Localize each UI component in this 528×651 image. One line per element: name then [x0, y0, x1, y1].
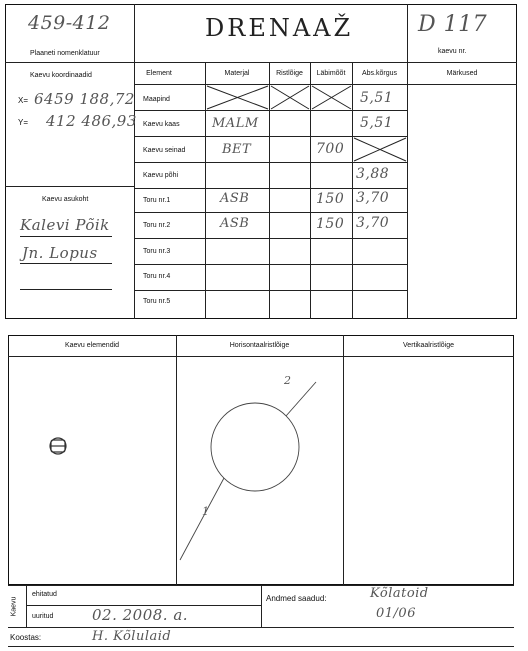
footer-side-label: Kaevu	[10, 596, 18, 617]
y-label: Y=	[18, 118, 29, 127]
table-col-divider-3	[310, 62, 311, 319]
table-col-divider-5	[407, 62, 408, 319]
table-col-divider-1	[205, 62, 206, 319]
form-title: DRENAAŽ	[205, 14, 354, 42]
row-label-bottom: Kaevu põhi	[143, 172, 179, 179]
cell-pipe2-abs: 3,70	[356, 215, 390, 231]
row-label-ground: Maapind	[143, 96, 170, 103]
drawing-section-frame	[8, 335, 514, 585]
cell-pipe1-diameter: 150	[316, 191, 345, 207]
row-label-pipe-3: Toru nr.3	[143, 248, 171, 255]
cell-walls-material: BET	[222, 142, 252, 157]
location-underline-3	[20, 289, 112, 290]
data-source-value-2: 01/06	[376, 606, 416, 621]
col-heading-abs-height: Abs.kõrgus	[361, 70, 398, 77]
cell-pipe2-diameter: 150	[316, 216, 345, 232]
location-underline-2	[20, 263, 112, 264]
location-underline-1	[20, 236, 112, 237]
table-row-line-7	[134, 264, 407, 265]
cell-walls-diameter: 700	[316, 141, 345, 157]
col-heading-diameter: Läbimõõt	[316, 70, 346, 77]
vertical-section-heading: Vertikaalristlõige	[403, 342, 454, 349]
well-number-label: kaevu nr.	[438, 48, 467, 55]
location-line-2: Jn. Lopus	[22, 244, 98, 262]
table-row-line-4	[134, 188, 407, 189]
cell-ground-abs: 5,51	[360, 90, 394, 106]
author-underline	[8, 646, 514, 647]
header-divider-right	[407, 4, 408, 62]
col-heading-cross-section: Ristlõige	[276, 70, 303, 77]
header-bottom-line	[5, 62, 517, 63]
row-label-pipe-5: Toru nr.5	[143, 298, 171, 305]
x-label: X=	[18, 96, 29, 105]
col-heading-element: Element	[146, 70, 172, 77]
table-row-line-3	[134, 162, 407, 163]
y-coordinate-value: 412 486,93	[46, 112, 137, 130]
nomenclature-value: 459-412	[28, 12, 111, 34]
table-col-divider-2	[269, 62, 270, 319]
cell-pipe2-material: ASB	[220, 216, 250, 231]
well-number-value: D 117	[418, 12, 488, 37]
table-row-line-1	[134, 110, 407, 111]
cell-lid-material: MALM	[212, 116, 259, 131]
x-coordinate-value: 6459 188,72	[34, 90, 135, 108]
location-line-1: Kalevi Põik	[20, 216, 110, 234]
table-col-divider-4	[352, 62, 353, 319]
author-label: Koostas:	[10, 633, 42, 642]
pipe-label-2: 2	[284, 374, 292, 387]
built-label: ehitatud	[32, 591, 57, 598]
data-source-label: Andmed saadud:	[266, 594, 327, 603]
table-row-line-2	[134, 136, 407, 137]
cell-pipe1-material: ASB	[220, 191, 250, 206]
surveyed-value: 02. 2008. a.	[92, 606, 189, 624]
col-heading-notes: Märkused	[446, 70, 478, 77]
drawing-divider-1	[176, 335, 177, 585]
horizontal-section-heading: Horisontaalristlõige	[229, 342, 290, 349]
row-label-walls: Kaevu seinad	[143, 147, 186, 154]
footer-col-divider	[261, 585, 262, 627]
surveyed-label: uuritud	[32, 613, 54, 620]
footer-bottom-line	[8, 627, 514, 628]
row-label-lid: Kaevu kaas	[143, 121, 180, 128]
drawing-divider-2	[343, 335, 344, 585]
table-row-line-5	[134, 212, 407, 213]
table-row-line-8	[134, 290, 407, 291]
coordinates-heading: Kaevu koordinaadid	[30, 72, 92, 79]
footer-side-divider	[26, 585, 27, 627]
col-heading-material: Materjal	[224, 70, 250, 77]
data-source-value-1: Kõlatoid	[370, 586, 429, 601]
cell-pipe1-abs: 3,70	[356, 190, 390, 206]
nomenclature-label: Plaaneti nomenklatuur	[30, 50, 100, 57]
author-value: H. Kõlulaid	[92, 629, 172, 644]
table-row-line-6	[134, 238, 407, 239]
cell-bottom-abs: 3,88	[356, 166, 390, 182]
drawing-header-line	[8, 356, 514, 357]
pipe-label-1: 1	[202, 505, 210, 518]
row-label-pipe-4: Toru nr.4	[143, 273, 171, 280]
row-label-pipe-1: Toru nr.1	[143, 197, 171, 204]
cell-lid-abs: 5,51	[360, 115, 394, 131]
coordinates-separator	[5, 186, 134, 187]
table-header-line	[134, 84, 517, 85]
location-heading: Kaevu asukoht	[42, 196, 89, 203]
elements-heading: Kaevu elemendid	[64, 342, 120, 349]
row-label-pipe-2: Toru nr.2	[143, 222, 171, 229]
